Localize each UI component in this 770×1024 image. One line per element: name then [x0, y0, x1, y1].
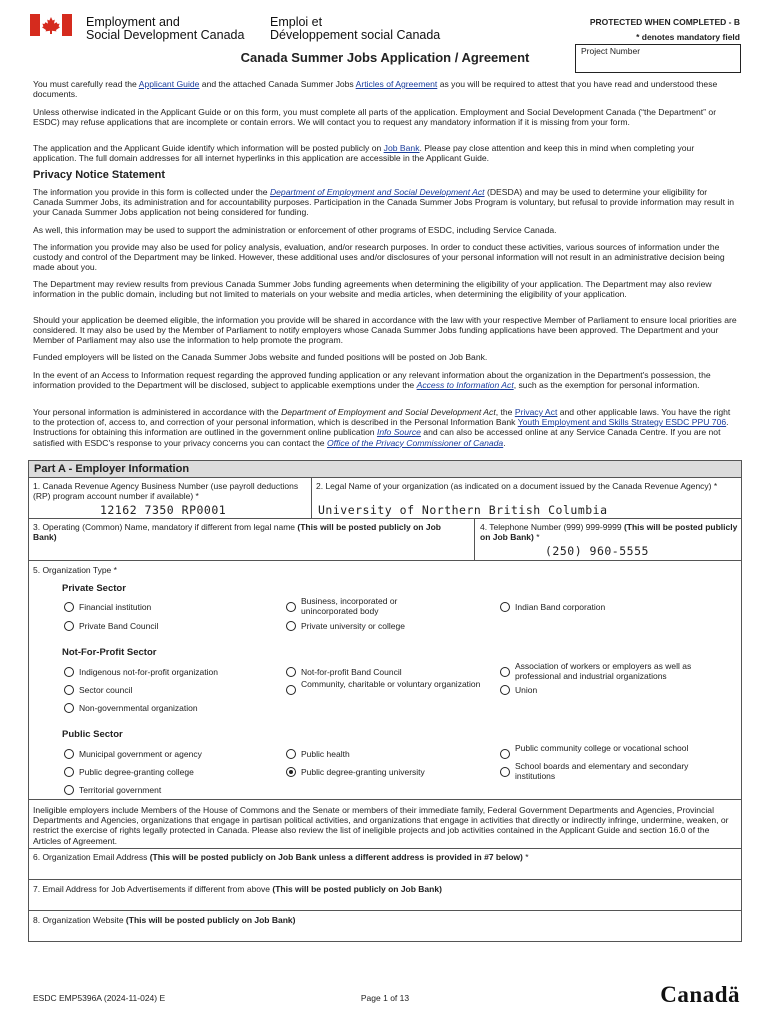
org-type-option-label: Public degree-granting college — [79, 767, 194, 777]
text: 6. Organization Email Address — [33, 852, 150, 862]
info-source-link[interactable]: Info Source — [376, 427, 421, 438]
dept-en-line2: Social Development Canada — [86, 28, 245, 42]
project-number-label: Project Number — [581, 46, 641, 56]
text: (This will be posted publicly on Job Bank) — [33, 522, 441, 542]
q5-label: 5. Organization Type * — [33, 565, 117, 575]
privacy-paragraph-6: Funded employers will be listed on the Canada Summer Jobs website and funded positions will be posted on Job Bank. — [33, 352, 488, 362]
privacy-paragraph-3: The information you provide may also be used for policy analysis, evaluation, and/or research purposes. In order to conduct these activities, various sources of information under the custody and control of the Department may be linked. However, these additional uses and/or disclosures of your personal information will not result in an administrative decision being made about you. — [33, 242, 725, 273]
text: , the — [495, 407, 515, 417]
org-type-option-label: Non-governmental organization — [79, 703, 198, 713]
website-input[interactable] — [40, 927, 730, 940]
text: as you will be required to attest that you have read and understood these documents. — [33, 79, 718, 100]
applicant-guide-link[interactable]: Applicant Guide — [138, 79, 200, 89]
org-type-radio[interactable] — [64, 667, 74, 677]
access-to-information-act-link[interactable]: Access to Information Act — [416, 380, 514, 391]
q6-label — [33, 852, 733, 862]
org-type-option-label: School boards and elementary and secondary institutions — [515, 761, 689, 781]
org-type-radio[interactable] — [64, 685, 74, 695]
org-type-option-label: Association of workers or employers as well as professional and industrial organizations — [515, 661, 692, 681]
text: * — [522, 852, 529, 862]
text: The application and the Applicant Guide identify which information will be posted publicly on — [33, 143, 384, 153]
divider — [29, 518, 741, 519]
org-type-radio[interactable] — [500, 685, 510, 695]
divider — [29, 799, 741, 800]
canada-wordmark: Canadä — [660, 982, 740, 1007]
org-type-option-label: Indian Band corporation — [515, 602, 606, 612]
text: The information you provide in this form is collected under the — [33, 187, 270, 197]
org-type-radio[interactable] — [500, 602, 510, 612]
articles-of-agreement-link[interactable]: Articles of Agreement — [355, 79, 438, 89]
org-type-option-label: Public health — [301, 749, 350, 759]
text: Your personal information is administered in accordance with the — [33, 407, 282, 417]
org-type-radio[interactable] — [286, 749, 296, 759]
org-type-option-label: Financial institution — [79, 602, 152, 612]
org-type-radio[interactable] — [500, 749, 510, 759]
org-type-option-label: Community, charitable or voluntary organization — [301, 679, 481, 689]
org-type-radio[interactable] — [64, 767, 74, 777]
org-type-radio[interactable] — [286, 602, 296, 612]
q7-label — [33, 884, 733, 894]
text: (This will be posted publicly on Job Bank) — [125, 915, 296, 925]
text: 3. Operating (Common) Name, mandatory if different from legal name — [33, 522, 298, 532]
legal-name-input[interactable]: University of Northern British Columbia — [318, 503, 608, 517]
org-type-radio[interactable] — [64, 621, 74, 631]
text: 4. Telephone Number (999) 999-9999 — [480, 522, 624, 532]
text: . — [503, 437, 506, 448]
text: and can also be accessed online at any Service Canada Centre. If you are not satisfied with ESDC's response to your privacy concerns you can contact the — [33, 427, 721, 448]
org-type-radio[interactable] — [286, 767, 296, 777]
org-type-radio[interactable] — [64, 749, 74, 759]
text: (This will be posted publicly on Job Bank) — [480, 522, 738, 542]
org-type-option-label: Municipal government or agency — [79, 749, 202, 759]
desda-link[interactable]: Department of Employment and Social Development Act — [269, 187, 485, 197]
text: . Please pay close attention and keep this in mind when completing your application. The full domain addresses for all internet hyperlinks in this application are accessible in the Applicant Guide. — [33, 143, 695, 164]
job-bank-link[interactable]: Job Bank — [383, 143, 420, 153]
org-type-option-label: Private university or college — [301, 621, 405, 631]
ineligible-employers-note: Ineligible employers include Members of the House of Commons and the Senate or members of their immediate family, Federal Government Departments and Agencies, Provincial Departments and Agencies, organizations that engage in partisan political activities, and organizations that engage in activities that directly or indirectly infringe, undermine, weaken, or restrict the exercise of rights legally protected in Canada. Please also review the list of ineligible projects and job activities contained in the Applicant Guide and section 16.0 of the Articles of Agreement. — [33, 805, 729, 846]
org-type-radio[interactable] — [64, 785, 74, 795]
q3-label — [33, 522, 463, 542]
dept-fr-line1: Emploi et — [270, 15, 323, 29]
text: . Instructions for obtaining this information are outlined in the government online publication — [33, 417, 729, 438]
divider — [29, 848, 741, 849]
telephone-input[interactable]: (250) 960-5555 — [545, 544, 649, 558]
privacy-paragraph-7 — [33, 370, 738, 390]
intro-paragraph-1 — [33, 79, 738, 99]
text: In the event of an Access to Information request regarding the approved funding application or any relevant information about the organization in the Department's possession, the information provided to the Department will be disclosed, subject to applicable exemptions under the — [33, 370, 711, 391]
operating-name-input[interactable] — [40, 544, 460, 558]
business-number-input[interactable]: 12162 7350 RP0001 — [100, 503, 227, 517]
divider — [311, 478, 312, 518]
text: (DESDA) and may be used to determine your eligibility for Canada Summer Jobs, its administration and for accountability purposes. Participation in the Canada Summer Jobs Program is voluntary, but refusal to provide information may result in your Canada Summer Jobs application not being considered for funding. — [33, 187, 735, 218]
org-type-option-label: Not-for-profit Band Council — [301, 667, 402, 677]
mandatory-note: * denotes mandatory field — [636, 32, 740, 42]
org-type-radio[interactable] — [286, 621, 296, 631]
divider — [29, 879, 741, 880]
org-type-option-label: Union — [515, 685, 538, 695]
divider — [29, 560, 741, 561]
public-sector-heading: Public Sector — [62, 729, 123, 740]
project-number-field[interactable] — [575, 44, 741, 73]
dept-fr-line2: Développement social Canada — [270, 28, 441, 42]
form-identifier: ESDC EMP5396A (2024-11-024) E — [33, 993, 166, 1003]
ppu-706-link[interactable]: Youth Employment and Skills Strategy ESDC PPU 706 — [517, 417, 727, 428]
privacy-act-link[interactable]: Privacy Act — [514, 407, 558, 417]
q4-label — [480, 522, 738, 542]
intro-paragraph-2: Unless otherwise indicated in the Applicant Guide or on this form, you must complete all parts of the application. Employment and Social Development Canada (“the Department” or ESDC) may refuse applications that are incomplete or contain errors. We will contact you to request any mandatory information if it is missing from your form. — [33, 107, 717, 128]
privacy-paragraph-4: The Department may review results from previous Canada Summer Jobs funding agreements when determining the eligibility of your application. The Department may also review information in the public domain, including but not limited to materials on your website and media articles, when determining the eligibility of your application. — [33, 279, 712, 300]
privacy-paragraph-5: Should your application be deemed eligible, the information you provide will be shared in accordance with the law with your respective Member of Parliament to ensure local priorities are considered. It may also be used by the Member of Parliament to notify employers whose Canada Summer Jobs funding applications have been approved. The Department and your Member of Parliament may also use the information to help promote the program. — [33, 315, 737, 346]
divider — [474, 518, 475, 560]
text: 7. Email Address for Job Advertisements if different from above — [33, 884, 273, 894]
protected-label: PROTECTED WHEN COMPLETED - B — [589, 17, 740, 27]
privacy-paragraph-1 — [33, 187, 738, 218]
org-type-option-label: Indigenous not-for-profit organization — [79, 667, 218, 677]
divider — [29, 910, 741, 911]
department-name-en — [86, 16, 244, 42]
dept-en-line1: Employment and — [86, 15, 180, 29]
privacy-commissioner-link[interactable]: Office of the Privacy Commissioner of Canada — [326, 437, 504, 448]
intro-paragraph-3 — [33, 143, 738, 163]
org-type-option-label: Business, incorporated or unincorporated body — [301, 596, 398, 616]
text: , such as the exemption for personal information. — [513, 380, 700, 391]
department-name-fr — [270, 16, 440, 42]
text: 8. Organization Website — [33, 915, 126, 925]
org-type-radio[interactable] — [500, 767, 510, 777]
protected-notice — [590, 15, 740, 45]
privacy-heading: Privacy Notice Statement — [33, 169, 166, 181]
q1-label: 1. Canada Revenue Agency Business Number (use payroll deductions (RP) program account number if available) * — [33, 481, 299, 501]
org-type-radio[interactable] — [64, 602, 74, 612]
privacy-paragraph-8 — [33, 407, 738, 448]
org-type-option-label: Private Band Council — [79, 621, 159, 631]
org-type-option-label: Sector council — [79, 685, 133, 695]
organization-email-input[interactable] — [40, 865, 730, 878]
q2-label: 2. Legal Name of your organization (as indicated on a document issued by the Canada Revenue Agency) * — [316, 481, 718, 491]
org-type-option-label: Public community college or vocational school — [515, 743, 689, 753]
text: You must carefully read the — [33, 79, 139, 89]
text: and other applicable laws. You have the right to the protection of, access to, and correction of your personal information, which is described in the Personal Information Bank — [33, 407, 731, 428]
text: * — [533, 532, 540, 542]
org-type-option-label: Territorial government — [79, 785, 162, 795]
job-ad-email-input[interactable] — [40, 897, 730, 910]
privacy-paragraph-2: As well, this information may be used to support the administration or enforcement of other programs of ESDC, including Service Canada. — [33, 225, 557, 235]
private-sector-heading: Private Sector — [62, 583, 126, 594]
page-title: Canada Summer Jobs Application / Agreement — [240, 50, 530, 65]
desda-name: Department of Employment and Social Development Act — [281, 407, 496, 417]
org-type-radio[interactable] — [286, 685, 296, 695]
nfp-sector-heading: Not-For-Profit Sector — [62, 647, 157, 658]
org-type-radio[interactable] — [64, 703, 74, 713]
q8-label — [33, 915, 733, 925]
text: (This will be posted publicly on Job Bank) — [272, 884, 442, 894]
org-type-option-label: Public degree-granting university — [301, 767, 425, 777]
page-number: Page 1 of 13 — [360, 993, 410, 1003]
canada-flag-icon — [30, 14, 72, 36]
part-a-heading: Part A - Employer Information — [29, 461, 741, 478]
org-type-radio[interactable] — [286, 667, 296, 677]
text: and the attached Canada Summer Jobs — [199, 79, 356, 89]
org-type-radio[interactable] — [500, 667, 510, 677]
text: (This will be posted publicly on Job Bank unless a different address is provided in #7 below) — [149, 852, 523, 862]
